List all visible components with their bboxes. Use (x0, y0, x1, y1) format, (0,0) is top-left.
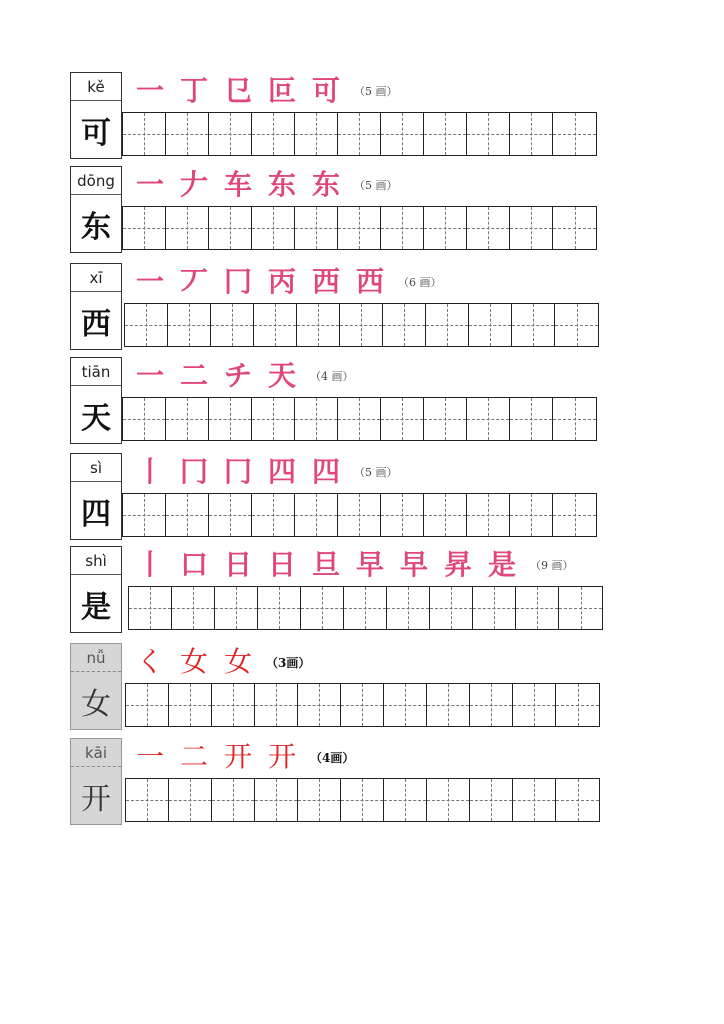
writing-cell[interactable] (295, 113, 338, 155)
writing-cell[interactable] (212, 779, 255, 821)
stroke-order (128, 738, 354, 776)
pinyin-label: kě (71, 73, 121, 101)
character-card (70, 263, 122, 350)
stroke-step: 日 (223, 548, 252, 581)
writing-cell[interactable] (166, 113, 209, 155)
writing-cell[interactable] (510, 494, 553, 536)
character-card (70, 453, 122, 540)
stroke-step: 四 (267, 455, 296, 488)
writing-cell[interactable] (338, 207, 381, 249)
stroke-step: 冂 (223, 455, 252, 488)
writing-cell[interactable] (381, 113, 424, 155)
stroke-step: 一 (135, 74, 164, 107)
writing-cell[interactable] (470, 684, 513, 726)
writing-cell[interactable] (258, 587, 301, 629)
stroke-step: 丨 (135, 548, 164, 581)
writing-cell[interactable] (298, 684, 341, 726)
character-label: 东 (81, 210, 111, 246)
stroke-step: 一 (135, 168, 164, 201)
writing-cell[interactable] (209, 113, 252, 155)
writing-cell[interactable] (212, 684, 255, 726)
stroke-step: 早 (355, 548, 384, 581)
writing-grid (128, 586, 603, 630)
stroke-step: 西 (355, 265, 384, 298)
writing-cell[interactable] (209, 398, 252, 440)
stroke-step: 天 (267, 359, 296, 392)
writing-cell[interactable] (169, 684, 212, 726)
stroke-step: 丆 (179, 265, 208, 298)
writing-cell[interactable] (123, 494, 166, 536)
stroke-step: 㔾 (223, 74, 252, 107)
stroke-step: 昇 (443, 548, 472, 581)
writing-cell[interactable] (123, 113, 166, 155)
writing-cell[interactable] (430, 587, 473, 629)
practice-row (70, 166, 615, 251)
writing-cell[interactable] (211, 304, 254, 346)
writing-cell[interactable] (252, 113, 295, 155)
character-label: 是 (81, 590, 111, 626)
writing-cell[interactable] (338, 494, 381, 536)
stroke-order (128, 453, 398, 491)
writing-cell[interactable] (255, 779, 298, 821)
pinyin-label: shì (71, 547, 121, 575)
practice-row (70, 643, 615, 728)
writing-grid (124, 303, 599, 347)
writing-cell[interactable] (516, 587, 559, 629)
writing-cell[interactable] (298, 779, 341, 821)
pinyin-label: kāi (71, 739, 121, 767)
character-label: 可 (81, 116, 111, 152)
writing-cell[interactable] (209, 494, 252, 536)
stroke-step: 四 (311, 455, 340, 488)
writing-cell[interactable] (126, 684, 169, 726)
writing-cell[interactable] (169, 779, 212, 821)
practice-row (70, 263, 615, 348)
writing-cell[interactable] (254, 304, 297, 346)
writing-cell[interactable] (168, 304, 211, 346)
writing-grid (122, 206, 597, 250)
practice-row (70, 72, 615, 157)
writing-cell[interactable] (467, 494, 510, 536)
writing-cell[interactable] (172, 587, 215, 629)
stroke-step: 叵 (267, 74, 296, 107)
writing-cell[interactable] (384, 684, 427, 726)
writing-cell[interactable] (387, 587, 430, 629)
practice-row (70, 357, 615, 442)
stroke-step: 早 (399, 548, 428, 581)
writing-cell[interactable] (252, 207, 295, 249)
pinyin-label: sì (71, 454, 121, 482)
stroke-step: 𠂇 (179, 168, 208, 201)
stroke-step: 冂 (223, 265, 252, 298)
stroke-count: （4画） (310, 750, 355, 765)
pinyin-label: tiān (71, 358, 121, 386)
stroke-step: 二 (179, 740, 208, 773)
practice-row (70, 453, 615, 538)
pinyin-label: nǚ (71, 644, 121, 672)
stroke-step: 二 (179, 359, 208, 392)
writing-cell[interactable] (512, 304, 555, 346)
writing-cell[interactable] (381, 207, 424, 249)
stroke-step: 日 (267, 548, 296, 581)
stroke-step: 车 (223, 168, 252, 201)
writing-cell[interactable] (553, 207, 596, 249)
writing-cell[interactable] (384, 779, 427, 821)
stroke-step: 丙 (267, 265, 296, 298)
character-label: 开 (81, 782, 111, 818)
writing-cell[interactable] (125, 304, 168, 346)
stroke-order (128, 72, 398, 110)
writing-cell[interactable] (424, 207, 467, 249)
stroke-order (128, 643, 310, 681)
writing-cell[interactable] (553, 398, 596, 440)
writing-cell[interactable] (209, 207, 252, 249)
stroke-step: 东 (267, 168, 296, 201)
stroke-step: 女 (223, 645, 252, 678)
character-label: 西 (81, 307, 111, 343)
stroke-count: （9 画） (530, 559, 574, 572)
stroke-step: 可 (311, 74, 340, 107)
stroke-step: 开 (223, 740, 252, 773)
writing-cell[interactable] (338, 398, 381, 440)
writing-cell[interactable] (252, 398, 295, 440)
writing-cell[interactable] (467, 113, 510, 155)
character-label: 女 (81, 687, 111, 723)
writing-cell[interactable] (341, 684, 384, 726)
writing-cell[interactable] (166, 207, 209, 249)
character-label: 天 (81, 401, 111, 437)
character-card (70, 166, 122, 253)
writing-cell[interactable] (426, 304, 469, 346)
writing-cell[interactable] (510, 113, 553, 155)
writing-grid (122, 493, 597, 537)
pinyin-label: xī (71, 264, 121, 292)
writing-cell[interactable] (215, 587, 258, 629)
writing-cell[interactable] (427, 779, 470, 821)
writing-cell[interactable] (295, 494, 338, 536)
writing-cell[interactable] (295, 398, 338, 440)
stroke-step: 东 (311, 168, 340, 201)
stroke-step: 口 (179, 548, 208, 581)
writing-cell[interactable] (559, 587, 602, 629)
writing-cell[interactable] (381, 398, 424, 440)
writing-grid (125, 778, 600, 822)
writing-cell[interactable] (295, 207, 338, 249)
writing-cell[interactable] (470, 779, 513, 821)
writing-cell[interactable] (383, 304, 426, 346)
writing-cell[interactable] (255, 684, 298, 726)
stroke-step: 西 (311, 265, 340, 298)
writing-grid (122, 112, 597, 156)
writing-grid (122, 397, 597, 441)
stroke-count: （5 画） (354, 85, 398, 98)
writing-cell[interactable] (297, 304, 340, 346)
writing-cell[interactable] (252, 494, 295, 536)
stroke-step: 冂 (179, 455, 208, 488)
stroke-step: 开 (267, 740, 296, 773)
writing-cell[interactable] (338, 113, 381, 155)
writing-cell[interactable] (553, 113, 596, 155)
writing-cell[interactable] (467, 398, 510, 440)
stroke-step: 女 (179, 645, 208, 678)
character-card (70, 357, 122, 444)
character-card (70, 72, 122, 159)
stroke-order (128, 166, 398, 204)
stroke-order (128, 357, 354, 395)
writing-cell[interactable] (510, 398, 553, 440)
stroke-count: （5 画） (354, 179, 398, 192)
stroke-step: 一 (135, 359, 164, 392)
stroke-step: 丁 (179, 74, 208, 107)
stroke-step: 一 (135, 265, 164, 298)
stroke-order (128, 263, 442, 301)
writing-cell[interactable] (301, 587, 344, 629)
writing-cell[interactable] (427, 684, 470, 726)
writing-cell[interactable] (556, 779, 599, 821)
character-label: 四 (81, 497, 111, 533)
writing-cell[interactable] (381, 494, 424, 536)
practice-row (70, 738, 615, 823)
character-card (70, 738, 122, 825)
stroke-count: （5 画） (354, 466, 398, 479)
writing-cell[interactable] (166, 494, 209, 536)
stroke-step: チ (223, 359, 252, 392)
stroke-count: （6 画） (398, 276, 442, 289)
writing-cell[interactable] (556, 684, 599, 726)
character-card (70, 643, 122, 730)
writing-cell[interactable] (424, 398, 467, 440)
stroke-step: く (135, 645, 164, 678)
writing-cell[interactable] (123, 207, 166, 249)
character-card (70, 546, 122, 633)
stroke-step: 丨 (135, 455, 164, 488)
writing-cell[interactable] (424, 113, 467, 155)
writing-cell[interactable] (510, 207, 553, 249)
writing-cell[interactable] (341, 779, 384, 821)
writing-cell[interactable] (467, 207, 510, 249)
stroke-step: 是 (487, 548, 516, 581)
writing-grid (125, 683, 600, 727)
writing-cell[interactable] (513, 684, 556, 726)
writing-cell[interactable] (126, 779, 169, 821)
writing-cell[interactable] (340, 304, 383, 346)
writing-cell[interactable] (166, 398, 209, 440)
stroke-step: 一 (135, 740, 164, 773)
writing-cell[interactable] (555, 304, 598, 346)
stroke-order (128, 546, 574, 584)
writing-cell[interactable] (129, 587, 172, 629)
stroke-count: （4 画） (310, 370, 354, 383)
stroke-step: 旦 (311, 548, 340, 581)
pinyin-label: dōng (71, 167, 121, 195)
writing-cell[interactable] (344, 587, 387, 629)
writing-cell[interactable] (513, 779, 556, 821)
writing-cell[interactable] (473, 587, 516, 629)
writing-cell[interactable] (469, 304, 512, 346)
writing-cell[interactable] (424, 494, 467, 536)
practice-row (70, 546, 615, 631)
writing-cell[interactable] (123, 398, 166, 440)
stroke-count: （3画） (266, 655, 311, 670)
writing-cell[interactable] (553, 494, 596, 536)
